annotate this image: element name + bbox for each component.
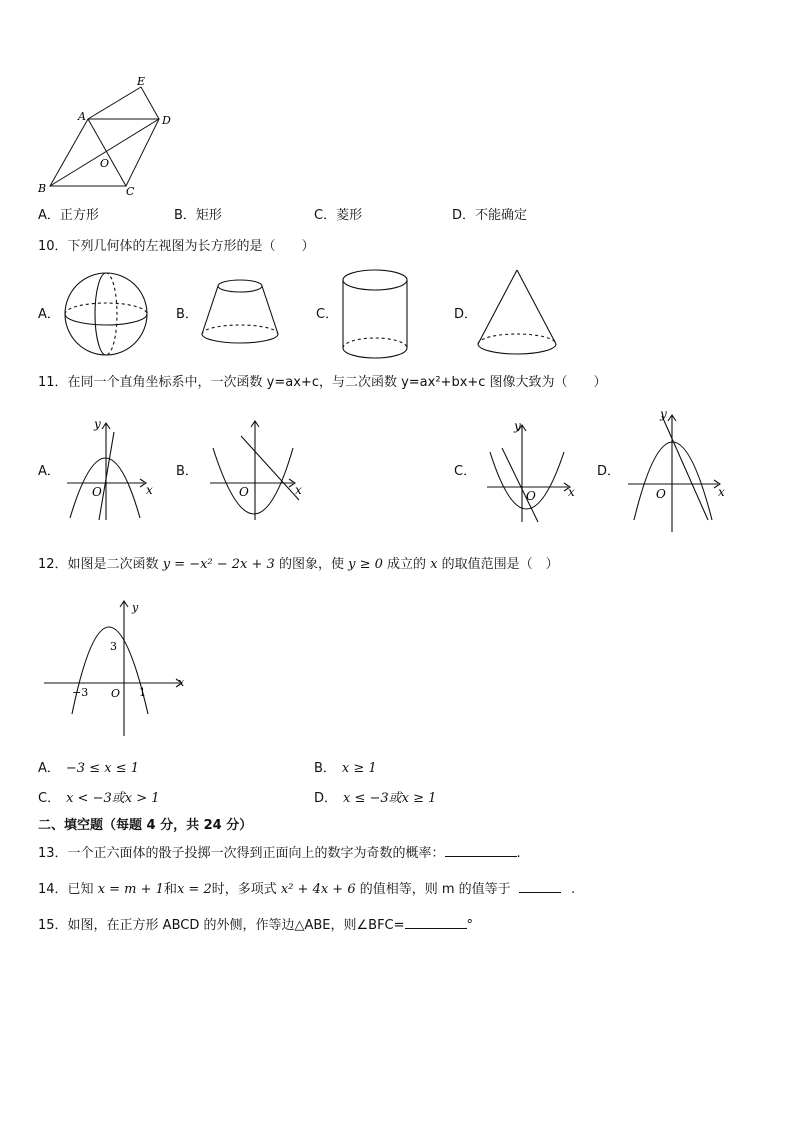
svg-text:x: x [146, 483, 153, 497]
label-E: E [137, 75, 146, 88]
label-A: A [78, 110, 86, 123]
q10-frustum-figure [198, 276, 282, 348]
label-B: B [38, 182, 47, 195]
label-O: O [100, 157, 110, 170]
q13: 13．一个正六面体的骰子投掷一次得到正面向上的数字为奇数的概率： . [38, 843, 521, 863]
q12-function: y = −x² − 2x + 3 [162, 557, 275, 572]
q9-option-c[interactable]: C．菱形 [314, 208, 363, 223]
svg-text:y: y [94, 417, 101, 431]
svg-text:O: O [92, 485, 102, 499]
q10-option-c-key[interactable]: C． [316, 307, 339, 322]
q10-cylinder-figure [338, 266, 412, 362]
q11-graph-d [624, 404, 728, 534]
q11-option-d-key[interactable]: D． [597, 464, 621, 479]
q9-rhombus-figure [34, 74, 184, 200]
q10-sphere-figure [60, 270, 152, 358]
svg-text:3: 3 [110, 640, 117, 653]
label-C: C [126, 185, 135, 198]
q11-graph-c [482, 412, 582, 526]
svg-text:O: O [111, 687, 121, 700]
q12-stem: 12．如图是二次函数 y = −x² − 2x + 3 的图象，使 y ≥ 0 成立的 x 的取值范围是（ ） [38, 557, 559, 572]
q10-option-b-key[interactable]: B． [176, 307, 198, 322]
svg-text:O: O [656, 487, 666, 501]
q12-option-c[interactable]: C． x < −3或x > 1 [38, 791, 160, 806]
q13-answer-blank[interactable] [445, 843, 517, 857]
q15-answer-blank[interactable] [405, 915, 467, 929]
q9-option-b[interactable]: B．矩形 [174, 208, 222, 223]
svg-text:y: y [132, 601, 139, 614]
section-heading-fill-in: 二、填空题（每题 4 分，共 24 分） [38, 818, 253, 833]
q12-option-a[interactable]: A． −3 ≤ x ≤ 1 [38, 761, 139, 776]
q11-option-b-key[interactable]: B． [176, 464, 198, 479]
label-D: D [162, 114, 171, 127]
svg-text:1: 1 [139, 686, 146, 699]
q14-answer-blank[interactable] [519, 879, 561, 893]
q11-stem: 11．在同一个直角坐标系中，一次函数 y=ax+c，与二次函数 y=ax²+bx+c 图像大致为（ ） [38, 375, 607, 390]
q11-option-a-key[interactable]: A． [38, 464, 60, 479]
q12-option-d[interactable]: D． x ≤ −3或x ≥ 1 [314, 791, 437, 806]
svg-text:−3: −3 [72, 686, 89, 699]
q12-parabola-graph [40, 596, 190, 744]
q10-cone-figure [474, 266, 564, 360]
q9-option-d[interactable]: D．不能确定 [452, 208, 528, 223]
q15: 15．如图，在正方形 ABCD 的外侧，作等边△ABE，则∠BFC= ° [38, 915, 473, 935]
q11-graph-b [205, 412, 309, 524]
q12-condition: y ≥ 0 [348, 557, 383, 572]
q10-option-a-key[interactable]: A． [38, 307, 60, 322]
q9-option-a[interactable]: A．正方形 [38, 208, 99, 223]
svg-text:x: x [295, 483, 302, 497]
svg-text:x: x [718, 485, 725, 499]
q10-stem: 10．下列几何体的左视图为长方形的是（ ） [38, 239, 315, 254]
q14: 14．已知 x = m + 1和x = 2时，多项式 x² + 4x + 6 的值相等，则 m 的值等于 . [38, 879, 575, 899]
q12-option-b[interactable]: B． x ≥ 1 [314, 761, 377, 776]
svg-text:x: x [568, 485, 575, 499]
q10-option-d-key[interactable]: D． [454, 307, 478, 322]
svg-text:y: y [660, 407, 667, 421]
svg-text:y: y [514, 419, 521, 433]
q11-option-c-key[interactable]: C． [454, 464, 477, 479]
q11-graph-a [62, 412, 162, 524]
svg-text:O: O [239, 485, 249, 499]
svg-text:O: O [526, 489, 536, 503]
svg-text:x: x [178, 676, 185, 689]
